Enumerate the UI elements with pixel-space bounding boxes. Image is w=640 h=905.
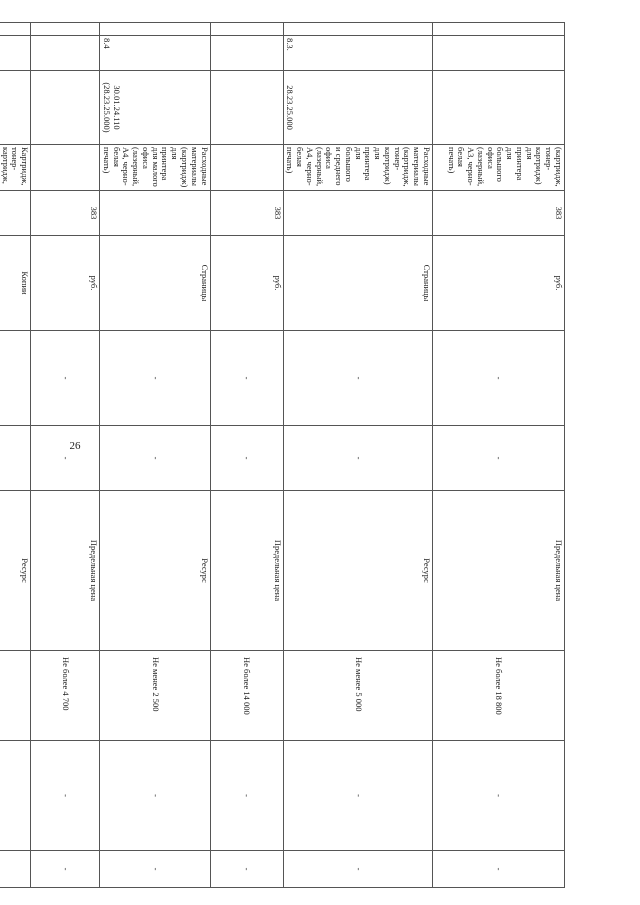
unit-name: Страницы [100,236,210,331]
product-name: Расходные материалы (картридж) для принтера для малого офиса (лазерный, А4, черно-белая печать) [100,145,210,191]
characteristic-name: Предельная цена [31,491,100,651]
okpd-code: 28.23.25.000 [283,71,432,145]
okei-code: 383 [31,191,100,236]
characteristic-name: Предельная цена [433,491,565,651]
value-cell: - [210,331,283,426]
okei-code: 383 [210,191,283,236]
characteristic-name: Ресурс [0,491,31,651]
unit-name: руб. [31,236,100,331]
table-row [433,23,565,888]
product-name: Расходные материалы (картридж, тонер-картридж) для принтера для большого и среднего офиса (лазерный, А4, черно-белая печать) [283,145,432,191]
value-cell: - [433,331,565,426]
value-cell: - [433,426,565,491]
unit-name: Копии [0,236,31,331]
value-cell: - [283,426,432,491]
blank-cell [433,23,565,36]
table-body [0,23,565,888]
product-name: Картридж, тонер-картридж, [0,145,31,191]
row-number [210,36,283,71]
value-cell [0,851,31,888]
okpd-code [31,71,100,145]
value-cell: - [100,426,210,491]
limit-value: Не более 18 800 [433,651,565,741]
value-cell: - [100,851,210,888]
value-cell: - [31,741,100,851]
value-cell: - [433,741,565,851]
page-number: 26 [69,440,81,452]
value-cell [0,426,31,491]
row-number [433,36,565,71]
value-cell: - [283,851,432,888]
okpd-code [433,71,565,145]
value-cell: - [31,331,100,426]
limit-value: Не менее 2 500 [100,651,210,741]
row-number [31,36,100,71]
product-name [31,145,100,191]
spec-table [0,22,565,888]
okei-code: 383 [433,191,565,236]
okpd-code: 30.01.24.110 (28.23.25.000) [100,71,210,145]
row-number: 8.3. [283,36,432,71]
unit-name: руб. [210,236,283,331]
value-cell: - [210,851,283,888]
table-row [31,23,100,888]
limit-value [0,651,31,741]
table-row [283,23,432,888]
okpd-code [0,71,31,145]
product-name: (картридж, тонер-картридж) для принтера для большого офиса (лазерный, А3, черно-белая печать) [433,145,565,191]
value-cell: - [210,426,283,491]
row-number [0,36,31,71]
limit-value: Не менее 5 000 [283,651,432,741]
value-cell: - [283,331,432,426]
value-cell [0,741,31,851]
okei-code [283,191,432,236]
product-name [210,145,283,191]
table-row [0,23,31,888]
blank-cell [100,23,210,36]
value-cell: - [31,851,100,888]
characteristic-name: Предельная цена [210,491,283,651]
value-cell: - [433,851,565,888]
blank-cell [283,23,432,36]
unit-name: Страницы [283,236,432,331]
okei-code [0,191,31,236]
characteristic-name: Ресурс [283,491,432,651]
okei-code [100,191,210,236]
table-row [210,23,283,888]
unit-name: руб. [433,236,565,331]
characteristic-name: Ресурс [100,491,210,651]
value-cell: - [210,741,283,851]
limit-value: Не более 14 000 [210,651,283,741]
blank-cell [0,23,31,36]
value-cell: - [100,741,210,851]
okpd-code [210,71,283,145]
blank-cell [210,23,283,36]
value-cell: - [283,741,432,851]
value-cell: - [100,331,210,426]
blank-cell [31,23,100,36]
limit-value: Не более 4 700 [31,651,100,741]
value-cell: - [31,426,100,491]
row-number: 8.4 [100,36,210,71]
table-row [100,23,210,888]
value-cell [0,331,31,426]
